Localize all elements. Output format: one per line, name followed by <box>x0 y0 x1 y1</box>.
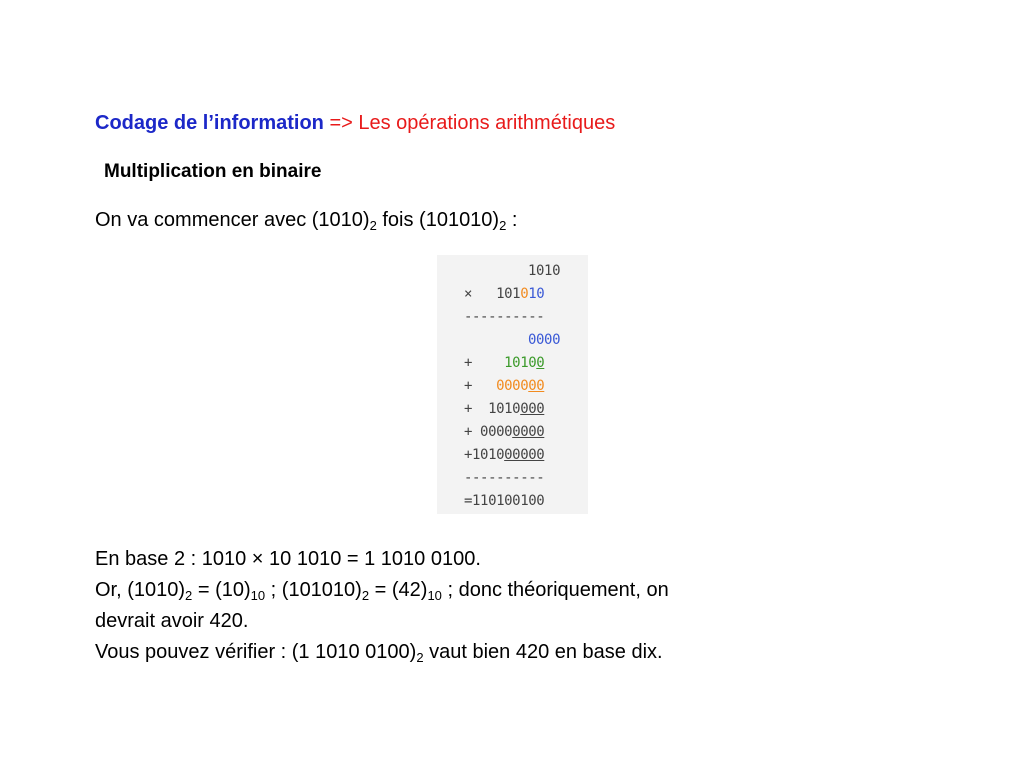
calc-line-partial-3: + 000000 <box>464 378 545 394</box>
intro-subscript: 2 <box>369 218 377 233</box>
calc-line-multiplicand: 1010 <box>528 263 561 279</box>
calc-line-partial-5: + 00000000 <box>464 424 545 440</box>
slide-title <box>95 110 615 136</box>
intro-text <box>95 207 517 233</box>
explanation-line-4: Vous pouvez vérifier : (1 1010 $0100)_2$ vaut bien 420 en base dix. <box>95 641 663 665</box>
title-topic: Codage de l’information <box>95 112 324 134</box>
calc-line-partial-2: + 10100 <box>464 355 545 371</box>
title-subtopic: => Les opérations arithmétiques <box>323 112 616 134</box>
calc-separator: ---------- <box>464 309 545 325</box>
calc-line-result: =110100100 <box>464 493 545 509</box>
explanation-line-1: En base 2 : 1010 × 10 1010 = 1 1010 0100. <box>95 548 481 570</box>
explanation-text <box>95 544 669 668</box>
calc-line-partial-4: + 1010000 <box>464 401 545 417</box>
calc-separator: ---------- <box>464 470 545 486</box>
calc-line-multiplier: × 101010 <box>464 286 545 302</box>
intro-part: : <box>506 209 518 231</box>
intro-subscript: 2 <box>499 218 507 233</box>
intro-part: fois (101010) <box>376 209 500 231</box>
calc-line-partial-1: 0000 <box>528 332 561 348</box>
explanation-line-3: devrait avoir 420. <box>95 610 249 632</box>
multiplication-figure <box>437 255 588 514</box>
calc-line-partial-6: +101000000 <box>464 447 545 463</box>
section-heading: Multiplication en binaire <box>104 161 322 182</box>
explanation-line-2: Or, $(1010)_2 = (10)_{10}$ ; $(101010)_2 = (42)_{10}$ ; donc théoriquement, on <box>95 579 669 603</box>
intro-part: On va commencer avec (1010) <box>95 209 370 231</box>
